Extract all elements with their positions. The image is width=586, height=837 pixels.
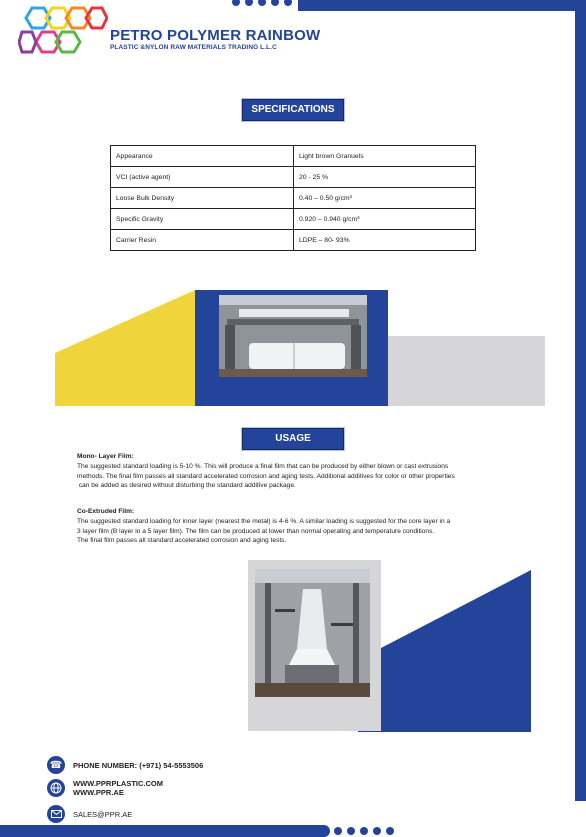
contact-phone: [47, 756, 203, 774]
mono-line: methods. The final film passes all standard accelerated corrosion and aging tests. Additional additives for color or other properties: [77, 472, 455, 480]
dot: [271, 0, 279, 6]
dot: [373, 827, 381, 835]
mono-layer-heading: Mono- Layer Film:: [77, 453, 134, 460]
contact-web: [47, 779, 163, 797]
spec-value: 20 - 25 %: [294, 167, 476, 188]
dot: [334, 827, 342, 835]
film-roll-machine-photo: [219, 295, 367, 377]
mono-line: The suggested standard loading is 5-10 %. This will produce a final film that can be produced by either blown or cast extrusions: [77, 462, 449, 470]
top-dots: [232, 0, 292, 6]
specifications-heading: SPECIFICATIONS: [242, 99, 344, 121]
phone-number[interactable]: PHONE NUMBER: (+971) 54-5553506: [73, 760, 204, 770]
spec-label: Loose Bulk Density: [111, 188, 294, 209]
dot: [258, 0, 266, 6]
dot: [386, 827, 394, 835]
spec-label: Specific Gravity: [111, 209, 294, 230]
company-name: PETRO POLYMER RAINBOW: [110, 27, 321, 44]
usage-co-section: [77, 507, 547, 546]
co-extruded-heading: Co-Extruded Film:: [77, 508, 135, 515]
dot: [360, 827, 368, 835]
table-row: [111, 209, 476, 230]
co-line: 3 layer film (B layer in a 5 layer film). The film can be produced at lower than normal operating and temperature conditions.: [77, 527, 435, 535]
co-line: The final film passes all standard accelerated corrosion and aging tests.: [77, 537, 287, 545]
spec-label: VCI (active agent): [111, 167, 294, 188]
top-accent-bar: [298, 0, 586, 11]
spec-value: 0.40 – 0.50 g/cm³: [294, 188, 476, 209]
dot: [284, 0, 292, 6]
website-link[interactable]: WWW.PPR.AE: [73, 788, 124, 797]
dot: [232, 0, 240, 6]
spec-label: Appearance: [111, 146, 294, 167]
table-row: [111, 146, 476, 167]
co-line: The suggested standard loading for inner layer (nearest the metal) is 4-6 %. A similar loading is suggested for the core layer in a: [77, 517, 451, 525]
spec-value: 0.920 – 0.940 g/cm³: [294, 209, 476, 230]
table-row: [111, 167, 476, 188]
blown-film-extrusion-photo: [255, 569, 370, 697]
company-tagline: PLASTIC &NYLON RAW MATERIALS TRADING L.L.C: [110, 44, 277, 51]
right-border-bar: [575, 11, 586, 801]
specifications-table: [110, 145, 476, 251]
dot: [245, 0, 253, 6]
bottom-accent-bar: [0, 825, 330, 837]
mono-line: can be added as desired without disturbing the standard additive package.: [77, 482, 296, 490]
website-link[interactable]: WWW.PPRPLASTIC.COM: [73, 779, 163, 788]
table-row: [111, 188, 476, 209]
spec-value: LDPE – 80- 93%: [294, 230, 476, 251]
table-row: [111, 230, 476, 251]
contact-email: [47, 805, 132, 823]
bottom-dots: [334, 827, 394, 835]
hexagon-logo-icon: [18, 4, 108, 60]
spec-label: Carrier Resin: [111, 230, 294, 251]
usage-heading: USAGE: [242, 428, 344, 450]
spec-value: Light brown Granuels: [294, 146, 476, 167]
dot: [347, 827, 355, 835]
usage-mono-section: [77, 452, 547, 491]
mail-icon: [47, 805, 65, 823]
globe-icon: [47, 779, 65, 797]
phone-icon: ☎: [47, 756, 65, 774]
email-link[interactable]: SALES@PPR.AE: [73, 809, 133, 819]
